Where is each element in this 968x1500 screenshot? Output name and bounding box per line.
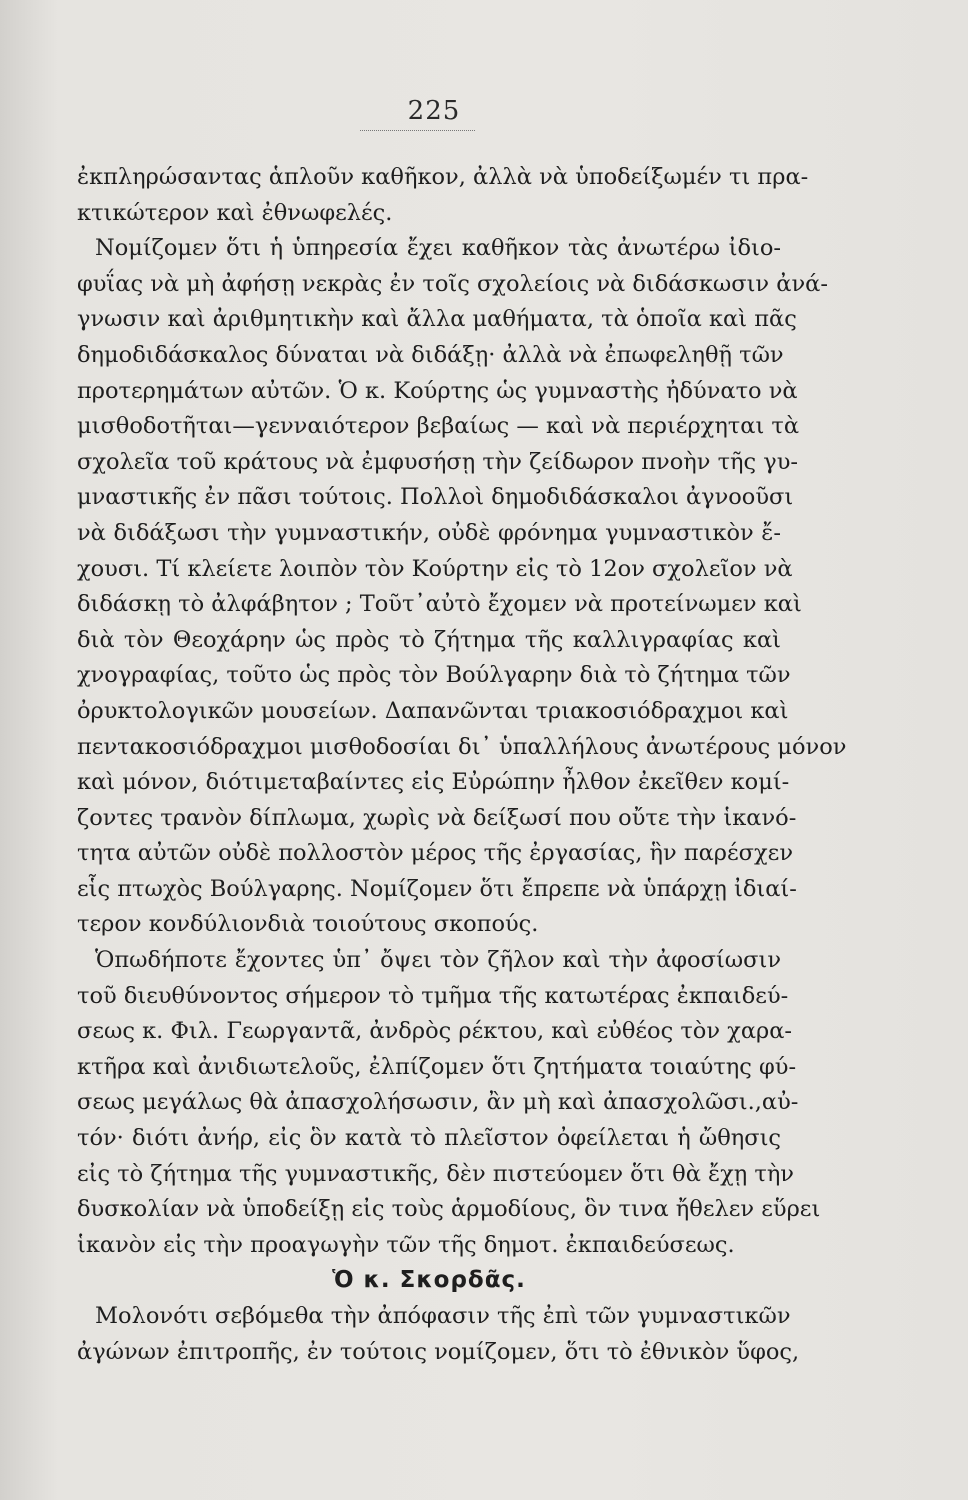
text-line: τόν· διότι ἀνήρ, εἰς ὃν κατὰ τὸ πλεῖστον ὀφείλεται ἡ ὤθησις [77,1125,781,1152]
text-line: νὰ διδάξωσι τὴν γυμναστικήν, οὐδὲ φρόνημα γυμναστικὸν ἔ- [77,519,781,546]
text-line: κτῆρα καὶ ἀνιδιωτελοῦς, ἐλπίζομεν ὅτι ζητήματα τοιαύτης φύ- [77,1053,797,1080]
text-line: φυΐας νὰ μὴ ἀφήσῃ νεκρὰς ἐν τοῖς σχολείοις νὰ διδάσκωσιν ἀνά- [77,270,828,297]
text-line: Νομίζομεν ὅτι ἡ ὑπηρεσία ἔχει καθῆκον τὰς ἀνωτέρω ἰδιο- [95,235,781,262]
text-line: ἱκανὸν εἰς τὴν προαγωγὴν τῶν τῆς δημοτ. ἐκπαιδεύσεως. [77,1231,735,1258]
text-line: τοῦ διευθύνοντος σήμερον τὸ τμῆμα τῆς κατωτέρας ἐκπαιδεύ- [77,982,789,1009]
text-line: διὰ τὸν Θεοχάρην ὡς πρὸς τὸ ζήτημα τῆς καλλιγραφίας καὶ [77,626,781,653]
text-line: μισθοδοτῆται—γενναιότερον βεβαίως — καὶ νὰ περιέρχηται τὰ [77,413,800,440]
text-line: σεως κ. Φιλ. Γεωργαντᾶ, ἀνδρὸς ρέκτου, καὶ εὐθέος τὸν χαρα- [77,1018,793,1045]
text-line: ὀρυκτολογικῶν μουσείων. Δαπανῶνται τριακοσιόδραχμοι καὶ [77,697,789,724]
body-text [77,160,847,1370]
text-line: πεντακοσιόδραχμοι μισθοδοσίαι δι᾽ ὑπαλλήλους ἀνωτέρους μόνον [77,733,847,760]
text-line: κτικώτερον καὶ ἐθνωφελές. [77,199,393,226]
text-line: ἀγώνων ἐπιτροπῆς, ἐν τούτοις νομίζομεν, ὅτι τὸ ἐθνικὸν ὕφος, [77,1338,800,1365]
text-line: σχολεῖα τοῦ κράτους νὰ ἐμφυσήσῃ τὴν ζείδωρον πνοὴν τῆς γυ- [77,448,798,475]
text-line: προτερημάτων αὐτῶν. Ὁ κ. Κούρτης ὡς γυμναστὴς ἠδύνατο νὰ [77,377,798,404]
page-number: 225 [407,96,461,126]
text-line: χνογραφίας, τοῦτο ὡς πρὸς τὸν Βούλγαρην διὰ τὸ ζήτημα τῶν [77,662,791,689]
text-line: Μολονότι σεβόμεθα τὴν ἀπόφασιν τῆς ἐπὶ τῶν γυμναστικῶν [95,1303,791,1329]
text-line: διδάσκῃ τὸ ἀλφάβητον ; Τοῦτ᾽αὐτὸ ἔχομεν νὰ προτείνωμεν καὶ [77,591,802,618]
text-line: γνωσιν καὶ ἀριθμητικὴν καὶ ἄλλα μαθήματα, τὰ ὁποῖα καὶ πᾶς [77,306,797,333]
text-line: εἷς πτωχὸς Βούλγαρης. Νομίζομεν ὅτι ἔπρεπε νὰ ὑπάρχῃ ἰδιαί- [77,875,797,902]
text-line: δημοδιδάσκαλος δύναται νὰ διδάξῃ· ἀλλὰ νὰ ἐπωφεληθῇ τῶν [77,341,784,368]
text-line: ζοντες τρανὸν δίπλωμα, χωρὶς νὰ δείξωσί που οὔτε τὴν ἱκανό- [77,804,797,831]
text-line: Ὁπωδήποτε ἔχοντες ὑπ᾽ ὄψει τὸν ζῆλον καὶ τὴν ἀφοσίωσιν [95,947,781,974]
text-line: μναστικῆς ἐν πᾶσι τούτοις. Πολλοὶ δημοδιδάσκαλοι ἀγνοοῦσι [77,484,794,511]
text-line: δυσκολίαν νὰ ὑποδείξῃ εἰς τοὺς ἁρμοδίους, ὃν τινα ἤθελεν εὕρει [77,1196,821,1223]
text-line: σεως μεγάλως θὰ ἀπασχολήσωσιν, ἂν μὴ καὶ ἀπασχολῶσι.,αὐ- [77,1089,799,1116]
section-heading: Ὁ κ. Σκορδᾶς. [332,1267,526,1294]
text-line: ἐκπληρώσαντας ἁπλοῦν καθῆκον, ἀλλὰ νὰ ὑποδείξωμέν τι πρα- [77,164,809,190]
text-line: τερον κονδύλιονδιὰ τοιούτους σκοπούς. [77,911,539,938]
text-line: τητα αὐτῶν οὐδὲ πολλοστὸν μέρος τῆς ἐργασίας, ἣν παρέσχεν [77,840,794,867]
text-line: χουσι. Τί κλείετε λοιπὸν τὸν Κούρτην εἰς τὸ 12ον σχολεῖον νὰ [77,555,793,582]
header-rule [360,130,475,131]
text-line: καὶ μόνον, διότιμεταβαίντες εἰς Εὐρώπην ἦλθον ἐκεῖθεν κομί- [77,769,790,796]
text-line: εἰς τὸ ζήτημα τῆς γυμναστικῆς, δὲν πιστεύομεν ὅτι θὰ ἔχῃ τὴν [77,1160,794,1187]
